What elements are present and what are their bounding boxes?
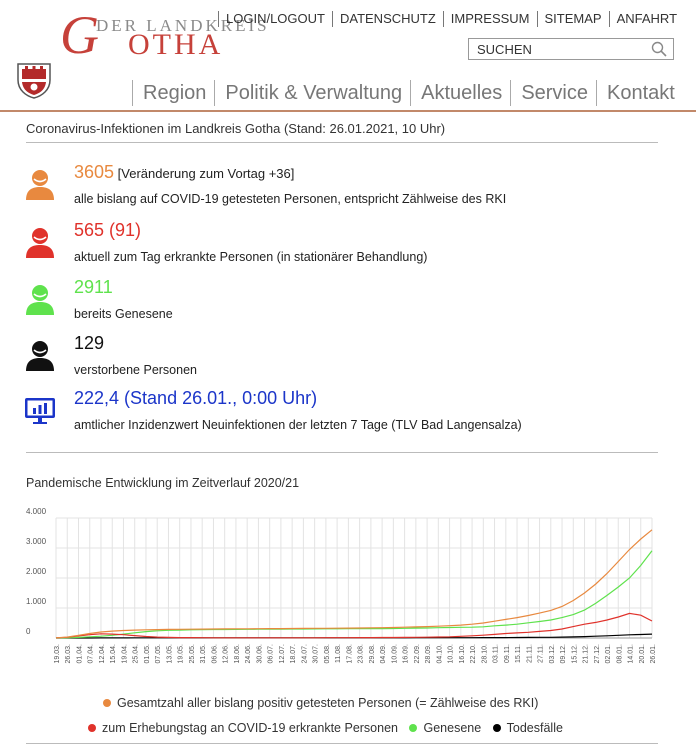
x-tick-label: 18.06. [233, 644, 241, 664]
x-tick-label: 09.12. [560, 644, 568, 664]
stat-value [74, 162, 294, 183]
x-tick-label: 03.12. [548, 644, 556, 664]
series-line [56, 530, 652, 638]
x-tick-label: 04.09. [380, 644, 388, 664]
legend-item-deaths[interactable] [493, 721, 563, 735]
x-tick-label: 12.07. [278, 644, 286, 664]
legend-dot-orange-icon [103, 699, 111, 707]
pandemic-line-chart [0, 500, 696, 690]
nav-sitemap[interactable]: SITEMAP [537, 11, 609, 27]
x-tick-label: 31.05. [200, 644, 208, 664]
x-tick-label: 04.10. [436, 644, 444, 664]
legend-dot-black-icon [493, 724, 501, 732]
person-orange-icon [24, 168, 56, 200]
x-tick-label: 13.05. [166, 644, 174, 664]
divider [26, 452, 658, 453]
x-tick-label: 28.09. [425, 644, 433, 664]
x-tick-label: 21.12. [582, 644, 590, 664]
divider [26, 142, 658, 143]
nav-kontakt[interactable]: Kontakt [596, 80, 683, 106]
nav-region[interactable]: Region [132, 80, 214, 106]
stat-value: 129 [74, 333, 105, 353]
x-tick-label: 15.11. [515, 644, 523, 663]
logo-wordmark[interactable]: OTHA [128, 28, 224, 61]
x-tick-label: 03.11. [492, 644, 500, 663]
y-tick-label: 2.000 [26, 567, 47, 576]
chart-legend-row-2 [0, 721, 696, 735]
x-tick-label: 29.08. [368, 644, 376, 664]
x-tick-label: 06.07. [267, 644, 275, 664]
nav-anfahrt[interactable]: ANFAHRT [609, 11, 684, 27]
x-tick-label: 24.06. [245, 644, 253, 664]
site-header [0, 0, 696, 112]
x-tick-label: 30.06. [256, 644, 264, 664]
main-nav [132, 80, 683, 106]
series-line [56, 551, 652, 638]
stat-description: bereits Genesene [74, 307, 173, 321]
x-tick-label: 27.11. [537, 644, 545, 663]
legend-item-total[interactable] [103, 696, 538, 710]
x-tick-label: 11.08. [335, 644, 343, 663]
coat-of-arms-icon [14, 60, 54, 100]
nav-impressum[interactable]: IMPRESSUM [443, 11, 537, 27]
legend-label: Gesamtzahl aller bislang positiv getesteten Personen (= Zählweise des RKI) [117, 696, 539, 710]
stat-description: amtlicher Inzidenzwert Neuinfektionen der letzten 7 Tage (TLV Bad Langensalza) [74, 418, 522, 432]
stat-description: verstorbene Personen [74, 363, 197, 377]
nav-aktuelles[interactable]: Aktuelles [410, 80, 510, 106]
x-tick-label: 18.07. [290, 644, 298, 664]
x-tick-label: 08.01. [616, 644, 624, 664]
x-tick-label: 30.07. [312, 644, 320, 664]
nav-datenschutz[interactable]: DATENSCHUTZ [332, 11, 443, 27]
logo-initial[interactable]: G [60, 5, 99, 65]
x-tick-label: 24.07. [301, 644, 309, 664]
x-tick-label: 02.01. [605, 644, 613, 664]
x-tick-label: 15.12. [571, 644, 579, 664]
y-tick-label: 1.000 [26, 597, 47, 606]
chart-title: Pandemische Entwicklung im Zeitverlauf 2020/21 [26, 476, 300, 490]
x-tick-label: 16.09. [402, 644, 410, 664]
chart-legend-row-1 [0, 696, 696, 710]
x-tick-label: 01.05. [143, 644, 151, 664]
x-tick-label: 16.10. [458, 644, 466, 664]
legend-item-recovered[interactable] [409, 721, 481, 735]
x-tick-label: 22.09. [413, 644, 421, 664]
x-tick-label: 07.04. [87, 644, 95, 664]
x-tick-label: 19.04. [121, 644, 129, 664]
stat-change-note: [Veränderung zum Vortag +36] [114, 166, 295, 181]
person-black-icon [24, 339, 56, 371]
header-divider [0, 110, 696, 112]
legend-dot-red-icon [88, 724, 96, 732]
stat-number: 3605 [74, 162, 115, 182]
legend-item-active[interactable] [88, 721, 398, 735]
x-tick-label: 19.05. [177, 644, 185, 664]
x-tick-label: 28.10. [481, 644, 489, 664]
x-tick-label: 17.08. [346, 644, 354, 664]
stat-value: 565 (91) [74, 220, 142, 240]
person-red-icon [24, 226, 56, 258]
x-tick-label: 27.12. [593, 644, 601, 664]
legend-label: Todesfälle [506, 721, 563, 735]
y-tick-label: 3.000 [26, 537, 47, 546]
y-tick-label: 0 [26, 627, 31, 636]
stat-value: 222,4 (Stand 26.01., 0:00 Uhr) [74, 388, 318, 408]
legend-label: Genesene [423, 721, 482, 735]
x-tick-label: 23.08. [357, 644, 365, 664]
person-green-icon [24, 283, 56, 315]
search-input[interactable] [469, 39, 649, 59]
stat-value: 2911 [74, 277, 113, 297]
x-tick-label: 19.03. [54, 644, 61, 664]
nav-politik-verwaltung[interactable]: Politik & Verwaltung [214, 80, 410, 106]
stat-description: aktuell zum Tag erkrankte Personen (in stationärer Behandlung) [74, 250, 428, 264]
logo-subtitle: DER LANDKREIS [96, 16, 270, 35]
search-box [468, 38, 674, 60]
x-tick-label: 21.11. [526, 644, 534, 663]
nav-service[interactable]: Service [510, 80, 596, 106]
y-tick-label: 4.000 [26, 507, 47, 516]
section-title: Coronavirus-Infektionen im Landkreis Gotha (Stand: 26.01.2021, 10 Uhr) [26, 121, 446, 136]
x-tick-label: 20.01. [638, 644, 646, 664]
x-tick-label: 09.11. [503, 644, 511, 663]
divider [26, 743, 658, 744]
x-tick-label: 12.04. [98, 644, 106, 664]
x-tick-label: 14.01. [627, 644, 635, 664]
x-tick-label: 10.09. [391, 644, 399, 664]
x-tick-label: 25.04. [132, 644, 140, 664]
nav-login-logout[interactable]: LOGIN/LOGOUT [218, 11, 332, 27]
search-icon[interactable] [651, 41, 667, 57]
stat-description: alle bislang auf COVID-19 getesteten Personen, entspricht Zählweise des RKI [74, 192, 507, 206]
legend-label: zum Erhebungstag an COVID-19 erkrankte Personen [102, 721, 398, 735]
x-tick-label: 15.04. [110, 644, 118, 664]
x-tick-label: 06.06. [211, 644, 219, 664]
utility-nav [218, 11, 684, 27]
x-tick-label: 25.05. [188, 644, 196, 664]
x-tick-label: 22.10. [470, 644, 478, 664]
x-tick-label: 26.01. [650, 644, 657, 664]
x-tick-label: 12.06. [222, 644, 230, 664]
x-tick-label: 05.08. [323, 644, 331, 664]
x-tick-label: 07.05. [155, 644, 163, 664]
x-tick-label: 01.04. [76, 644, 84, 664]
x-tick-label: 10.10. [447, 644, 455, 664]
x-tick-label: 26.03. [65, 644, 73, 664]
legend-dot-green-icon [409, 724, 417, 732]
monitor-chart-icon [24, 394, 56, 426]
